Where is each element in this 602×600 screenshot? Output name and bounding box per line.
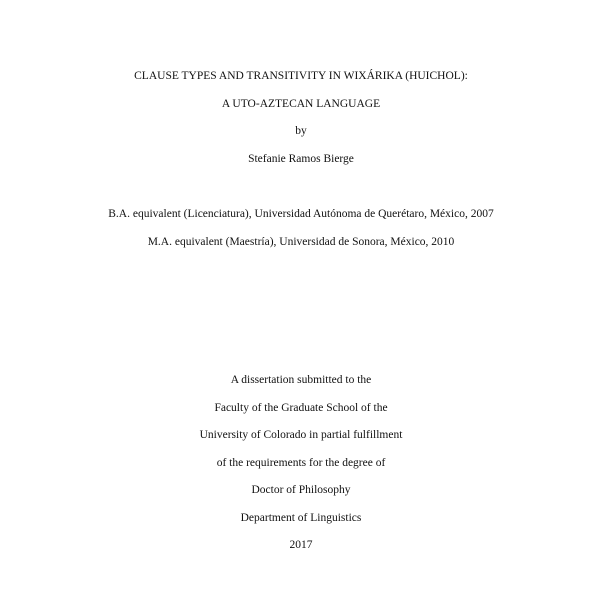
by-line: by [295, 125, 307, 137]
submission-line-2: Faculty of the Graduate School of the [214, 402, 388, 414]
degree-name: Doctor of Philosophy [251, 484, 351, 496]
submission-line-3: University of Colorado in partial fulfillment [199, 429, 403, 441]
year: 2017 [289, 539, 313, 551]
title-line-2: A UTO-AZTECAN LANGUAGE [221, 98, 381, 110]
degree-ba: B.A. equivalent (Licenciatura), Universidad Autónoma de Querétaro, México, 2007 [108, 208, 494, 220]
author-name: Stefanie Ramos Bierge [248, 153, 354, 165]
title-line-1: CLAUSE TYPES AND TRANSITIVITY IN WIXÁRIKA (HUICHOL): [134, 70, 468, 82]
submission-line-4: of the requirements for the degree of [216, 457, 386, 469]
department: Department of Linguistics [240, 512, 362, 524]
submission-line-1: A dissertation submitted to the [230, 374, 372, 386]
degree-ma: M.A. equivalent (Maestría), Universidad de Sonora, México, 2010 [147, 236, 455, 248]
